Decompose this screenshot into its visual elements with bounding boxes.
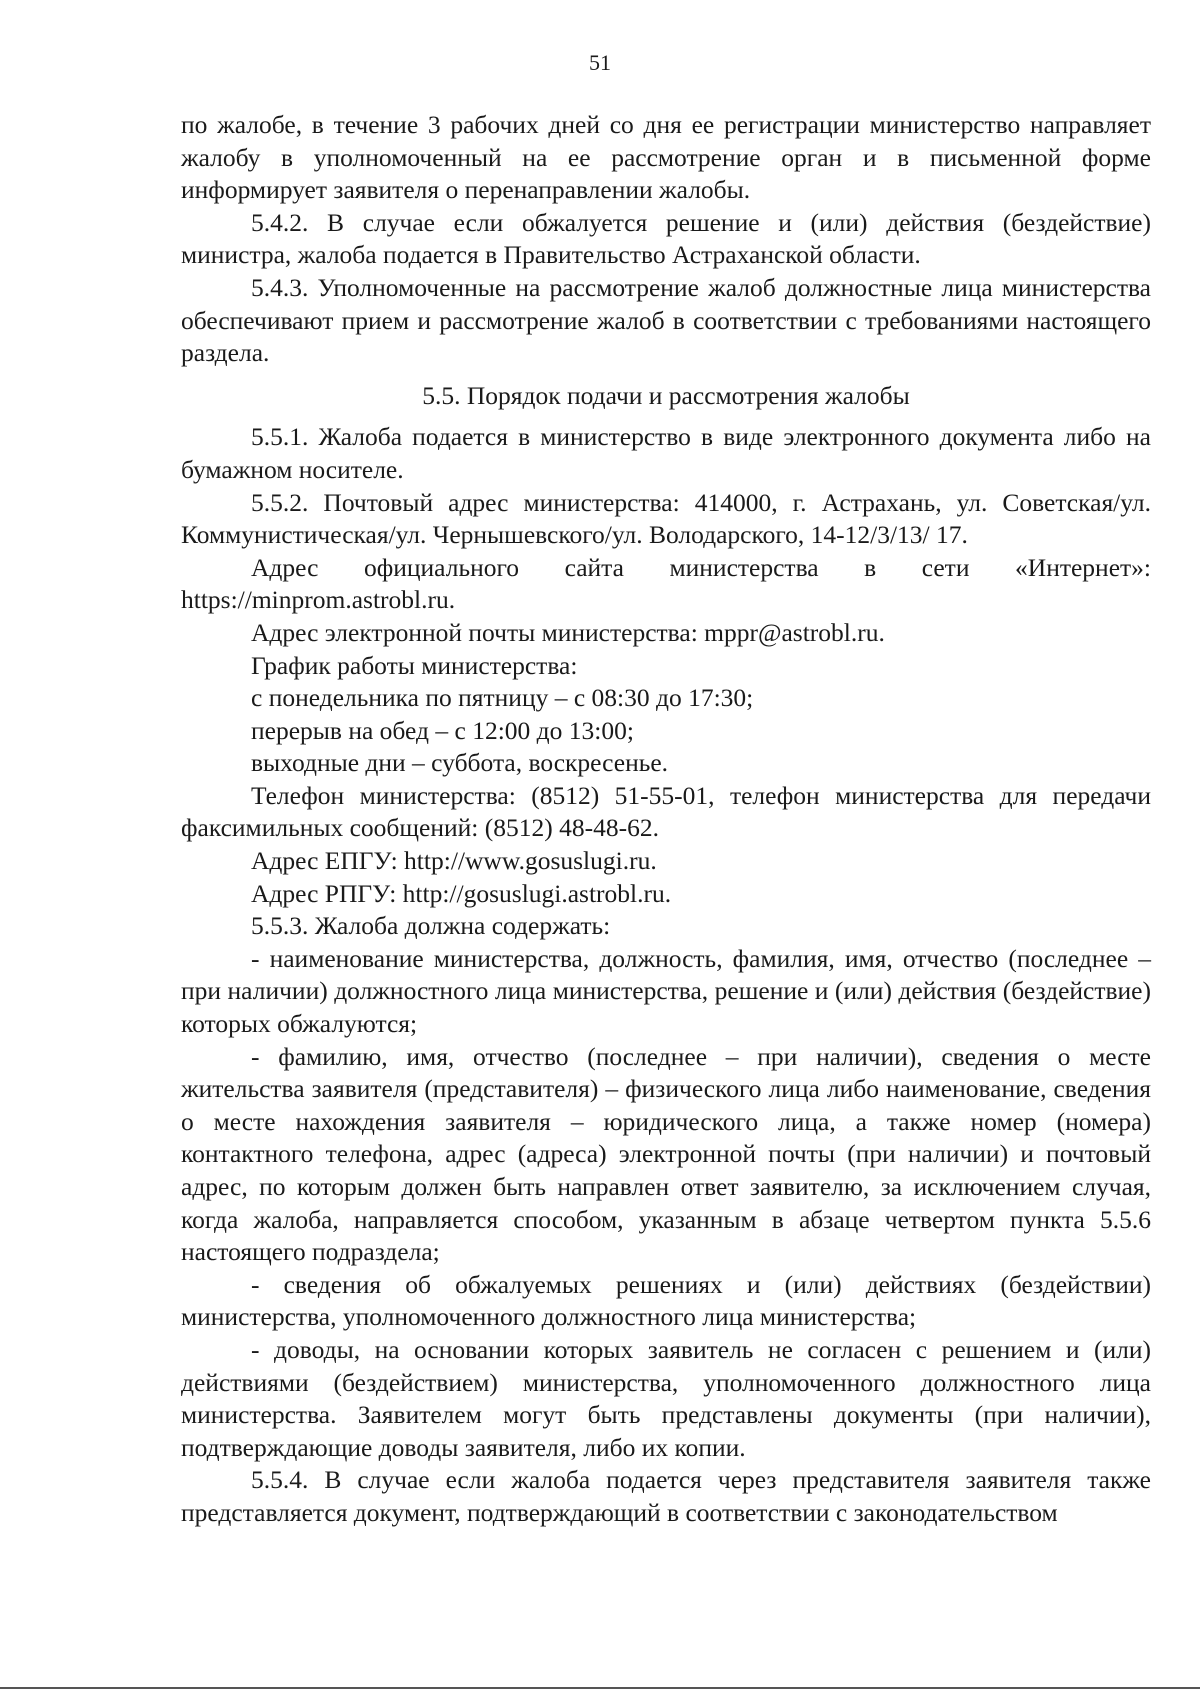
list-item-decisions: - сведения об обжалуемых решениях и (или) действиях (бездействии) министерства, уполномоченного должностного лица министерства; [181, 1269, 1151, 1332]
paragraph-phone: Телефон министерства: (8512) 51-55-01, телефон министерства для передачи факсимильных сообщений: (8512) 48-48-62. [181, 780, 1151, 843]
page-bottom-edge [0, 1687, 1200, 1689]
page-number: 51 [589, 50, 611, 75]
paragraph-schedule-weekend: выходные дни – суббота, воскресенье. [251, 748, 669, 778]
paragraph-5-5-2: 5.5.2. Почтовый адрес министерства: 414000, г. Астрахань, ул. Советская/ул. Коммунистическая/ул. Чернышевского/ул. Володарского, 14-12/3/13/ 17. [181, 487, 1151, 550]
paragraph-5-5-3: 5.5.3. Жалоба должна содержать: [251, 911, 611, 941]
list-item-arguments: - доводы, на основании которых заявитель не согласен с решением и (или) действиями (бездействием) министерства, уполномоченного должностного лица министерства. Заявителем могут быть представлены документы (при наличии), подтверждающие доводы заявителя, либо их копии. [181, 1334, 1151, 1462]
paragraph-rpgu: Адрес РПГУ: http://gosuslugi.astrobl.ru. [251, 878, 672, 908]
paragraph-schedule-weekdays: с понедельника по пятницу – с 08:30 до 17:30; [251, 683, 754, 713]
section-heading: 5.5. Порядок подачи и рассмотрения жалобы [422, 380, 910, 410]
document-body [181, 109, 1151, 1530]
list-item-applicant: - фамилию, имя, отчество (последнее – при наличии), сведения о месте жительства заявителя (представителя) – физического лица либо наименование, сведения о месте нахождения заявителя – юридического лица, а также номер (номера) контактного телефона, адрес (адреса) электронной почты (при наличии) и почтовый адрес, по которым должен быть направлен ответ заявителю, за исключением случая, когда жалоба, направляется способом, указанным в абзаце четвертом пункта 5.5.6 настоящего подраздела; [181, 1041, 1151, 1267]
paragraph-5-5-1: 5.5.1. Жалоба подается в министерство в виде электронного документа либо на бумажном носителе. [181, 422, 1151, 484]
list-item-name: - наименование министерства, должность, фамилия, имя, отчество (последнее – при наличии) должностного лица министерства, решение и (или) действия (бездействие) которых обжалуются; [181, 943, 1151, 1039]
paragraph-5-5-4: 5.5.4. В случае если жалоба подается через представителя заявителя также представляется документ, подтверждающий в соответствии с законодательством [181, 1465, 1151, 1527]
paragraph-schedule-title: График работы министерства: [251, 650, 578, 680]
paragraph-schedule-lunch: перерыв на обед – с 12:00 до 13:00; [251, 715, 634, 745]
paragraph-email: Адрес электронной почты министерства: mppr@astrobl.ru. [251, 617, 885, 647]
paragraph-5-4-3: 5.4.3. Уполномоченные на рассмотрение жалоб должностные лица министерства обеспечивают прием и рассмотрение жалоб в соответствии с требованиями настоящего раздела. [181, 272, 1151, 368]
paragraph-epgu: Адрес ЕПГУ: http://www.gosuslugi.ru. [251, 846, 657, 876]
paragraph-5-4-2: 5.4.2. В случае если обжалуется решение и (или) действия (бездействие) министра, жалоба подается в Правительство Астраханской области. [181, 207, 1151, 270]
paragraph-website: Адрес официального сайта министерства в сети «Интернет»: https://minprom.astrobl.ru. [181, 552, 1151, 615]
paragraph-continuation: по жалобе, в течение 3 рабочих дней со дня ее регистрации министерство направляет жалобу в уполномоченный на ее рассмотрение орган и в письменной форме информирует заявителя о перенаправлении жалобы. [181, 110, 1151, 205]
